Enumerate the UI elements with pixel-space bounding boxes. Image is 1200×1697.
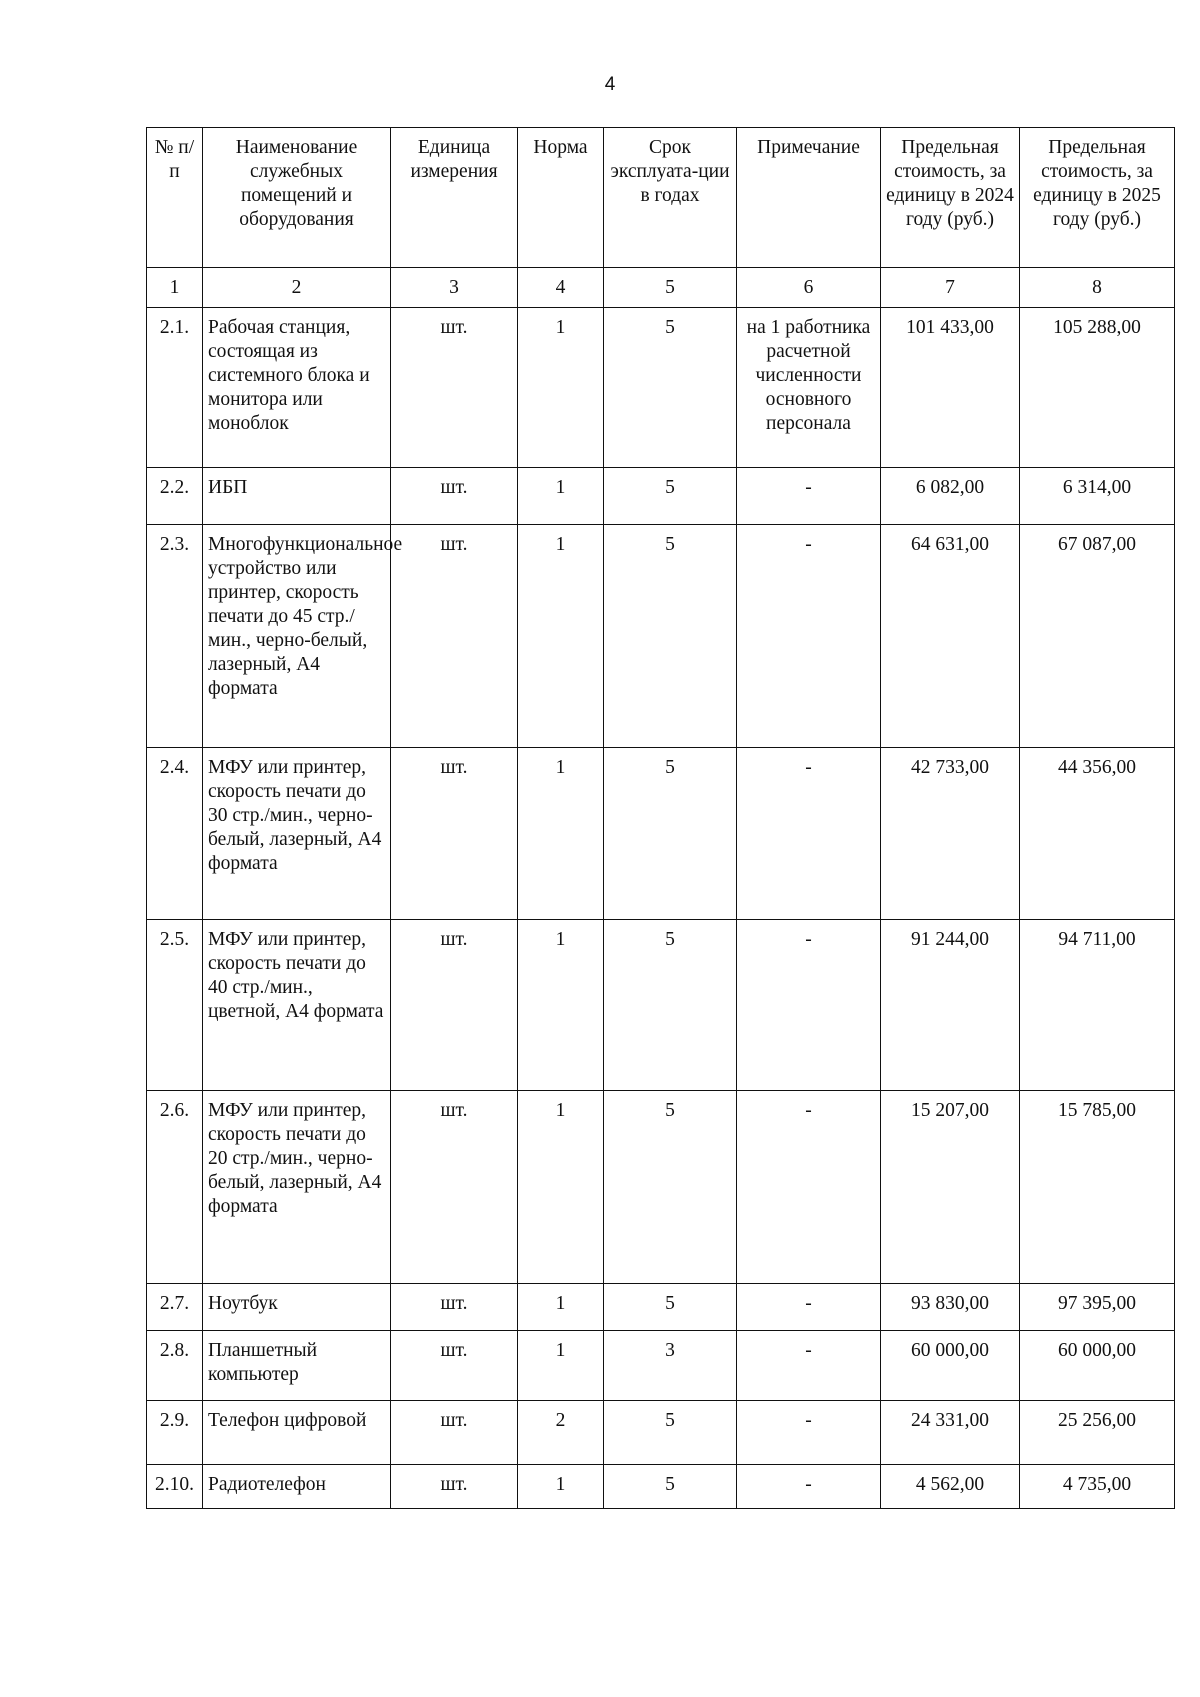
item-price-2025: 6 314,00 — [1020, 468, 1175, 525]
page-number: 4 — [604, 74, 616, 95]
table-row — [147, 1284, 1175, 1331]
item-unit: шт. — [391, 468, 518, 525]
item-unit: шт. — [391, 748, 518, 920]
table-row — [147, 1091, 1175, 1284]
item-norm: 1 — [518, 748, 604, 920]
item-unit: шт. — [391, 1465, 518, 1509]
item-norm: 1 — [518, 1331, 604, 1401]
item-term: 5 — [604, 1091, 737, 1284]
item-note: на 1 работника расчетной численности основного персонала — [737, 308, 881, 468]
item-price-2024: 15 207,00 — [881, 1091, 1020, 1284]
item-price-2025: 60 000,00 — [1020, 1331, 1175, 1401]
item-name: Планшетный компьютер — [203, 1331, 391, 1401]
item-norm: 2 — [518, 1401, 604, 1465]
item-name: Многофункциональное устройство или принтер, скорость печати до 45 стр./мин., черно-белый, лазерный, А4 формата — [203, 525, 391, 748]
item-unit: шт. — [391, 1331, 518, 1401]
table-row — [147, 1401, 1175, 1465]
item-norm: 1 — [518, 920, 604, 1091]
item-note: - — [737, 1091, 881, 1284]
item-unit: шт. — [391, 1401, 518, 1465]
row-number: 2.4. — [147, 748, 203, 920]
item-norm: 1 — [518, 525, 604, 748]
item-note: - — [737, 1465, 881, 1509]
column-number: 8 — [1020, 268, 1175, 308]
table-row — [147, 920, 1175, 1091]
item-term: 5 — [604, 525, 737, 748]
item-unit: шт. — [391, 525, 518, 748]
table-row — [147, 1331, 1175, 1401]
row-number: 2.10. — [147, 1465, 203, 1509]
item-price-2024: 64 631,00 — [881, 525, 1020, 748]
item-name: Радиотелефон — [203, 1465, 391, 1509]
item-name: МФУ или принтер, скорость печати до 30 стр./мин., черно-белый, лазерный, А4 формата — [203, 748, 391, 920]
item-price-2024: 42 733,00 — [881, 748, 1020, 920]
item-norm: 1 — [518, 468, 604, 525]
header-unit: Единица измерения — [391, 128, 518, 268]
header-note: Примечание — [737, 128, 881, 268]
item-price-2025: 15 785,00 — [1020, 1091, 1175, 1284]
item-note: - — [737, 1401, 881, 1465]
item-price-2025: 25 256,00 — [1020, 1401, 1175, 1465]
table-row — [147, 308, 1175, 468]
column-number: 3 — [391, 268, 518, 308]
column-number: 5 — [604, 268, 737, 308]
item-name: Ноутбук — [203, 1284, 391, 1331]
item-note: - — [737, 748, 881, 920]
item-price-2025: 94 711,00 — [1020, 920, 1175, 1091]
item-price-2025: 97 395,00 — [1020, 1284, 1175, 1331]
item-price-2024: 6 082,00 — [881, 468, 1020, 525]
column-number: 7 — [881, 268, 1020, 308]
item-term: 5 — [604, 1284, 737, 1331]
row-number: 2.3. — [147, 525, 203, 748]
row-number: 2.5. — [147, 920, 203, 1091]
row-number: 2.2. — [147, 468, 203, 525]
item-term: 5 — [604, 1401, 737, 1465]
table-row — [147, 748, 1175, 920]
column-number: 2 — [203, 268, 391, 308]
item-note: - — [737, 468, 881, 525]
item-term: 5 — [604, 308, 737, 468]
item-norm: 1 — [518, 1091, 604, 1284]
item-name: Телефон цифровой — [203, 1401, 391, 1465]
item-price-2025: 4 735,00 — [1020, 1465, 1175, 1509]
column-number: 1 — [147, 268, 203, 308]
header-norm: Норма — [518, 128, 604, 268]
item-name: ИБП — [203, 468, 391, 525]
item-price-2025: 44 356,00 — [1020, 748, 1175, 920]
header-name: Наименование служебных помещений и оборудования — [203, 128, 391, 268]
header-number: № п/п — [147, 128, 203, 268]
item-price-2024: 93 830,00 — [881, 1284, 1020, 1331]
table-row — [147, 525, 1175, 748]
item-term: 3 — [604, 1331, 737, 1401]
item-unit: шт. — [391, 920, 518, 1091]
item-term: 5 — [604, 468, 737, 525]
item-name: МФУ или принтер, скорость печати до 20 стр./мин., черно-белый, лазерный, А4 формата — [203, 1091, 391, 1284]
column-number: 4 — [518, 268, 604, 308]
item-price-2024: 101 433,00 — [881, 308, 1020, 468]
item-unit: шт. — [391, 1284, 518, 1331]
header-row — [147, 128, 1175, 268]
item-unit: шт. — [391, 1091, 518, 1284]
row-number: 2.1. — [147, 308, 203, 468]
column-number: 6 — [737, 268, 881, 308]
header-price-2025: Предельная стоимость, за единицу в 2025 году (руб.) — [1020, 128, 1175, 268]
item-name: МФУ или принтер, скорость печати до 40 стр./мин., цветной, А4 формата — [203, 920, 391, 1091]
header-price-2024: Предельная стоимость, за единицу в 2024 году (руб.) — [881, 128, 1020, 268]
row-number: 2.6. — [147, 1091, 203, 1284]
item-price-2025: 105 288,00 — [1020, 308, 1175, 468]
item-name: Рабочая станция, состоящая из системного блока и монитора или моноблок — [203, 308, 391, 468]
header-term: Срок эксплуата-ции в годах — [604, 128, 737, 268]
column-numbers-row — [147, 268, 1175, 308]
item-norm: 1 — [518, 1465, 604, 1509]
item-term: 5 — [604, 748, 737, 920]
row-number: 2.8. — [147, 1331, 203, 1401]
item-price-2024: 4 562,00 — [881, 1465, 1020, 1509]
item-price-2025: 67 087,00 — [1020, 525, 1175, 748]
row-number: 2.9. — [147, 1401, 203, 1465]
item-term: 5 — [604, 920, 737, 1091]
item-term: 5 — [604, 1465, 737, 1509]
item-note: - — [737, 920, 881, 1091]
item-norm: 1 — [518, 308, 604, 468]
item-price-2024: 91 244,00 — [881, 920, 1020, 1091]
item-note: - — [737, 1284, 881, 1331]
row-number: 2.7. — [147, 1284, 203, 1331]
table-row — [147, 468, 1175, 525]
equipment-table — [146, 127, 1175, 1509]
item-note: - — [737, 1331, 881, 1401]
item-norm: 1 — [518, 1284, 604, 1331]
table-row — [147, 1465, 1175, 1509]
item-unit: шт. — [391, 308, 518, 468]
item-price-2024: 60 000,00 — [881, 1331, 1020, 1401]
item-price-2024: 24 331,00 — [881, 1401, 1020, 1465]
item-note: - — [737, 525, 881, 748]
